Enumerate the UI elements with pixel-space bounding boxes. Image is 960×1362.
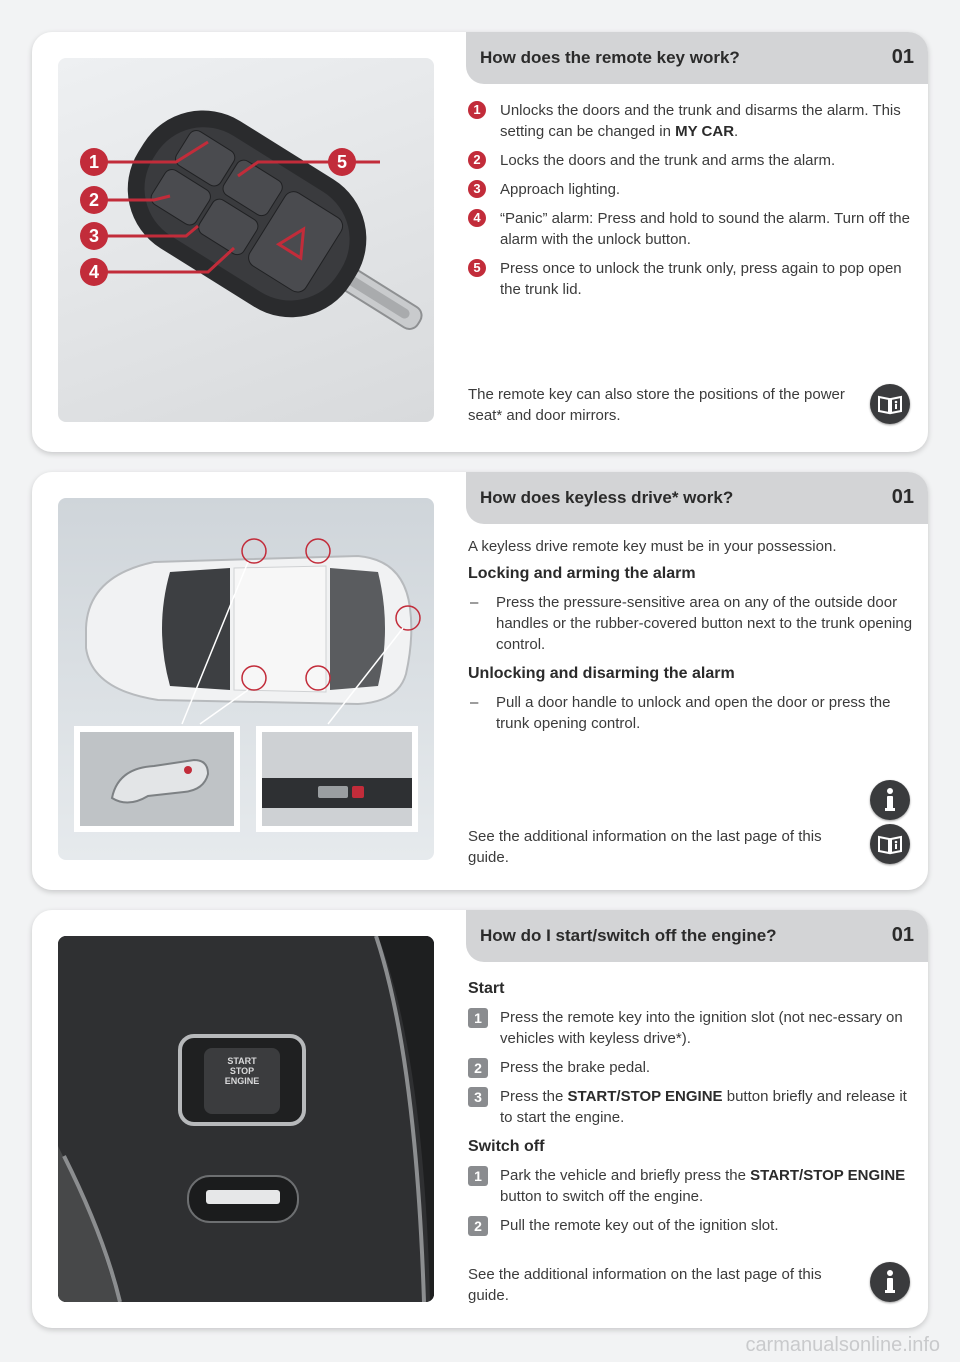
item-text: Press the remote key into the ignition slot (not nec-essary on vehicles with keyless drive*). xyxy=(500,1009,903,1047)
start-engine-text xyxy=(468,972,916,1244)
info-icon xyxy=(870,780,910,820)
step-badge: 1 xyxy=(468,1008,488,1028)
step-badge: 2 xyxy=(468,1058,488,1078)
list-item xyxy=(468,179,916,200)
info-icon xyxy=(870,1262,910,1302)
step-badge: 4 xyxy=(468,209,486,227)
manual-icon xyxy=(870,824,910,864)
step-badge: 2 xyxy=(468,1216,488,1236)
button-name: START/STOP ENGINE xyxy=(567,1088,723,1105)
list-item xyxy=(468,1165,916,1207)
list-item xyxy=(468,208,916,250)
item-text: Park the vehicle and briefly press the xyxy=(500,1167,751,1184)
section-header xyxy=(466,910,928,962)
list-item xyxy=(468,1086,916,1128)
item-text: Approach lighting. xyxy=(500,181,621,198)
menu-name: MY CAR xyxy=(675,123,735,140)
keyless-drive-card xyxy=(32,472,928,890)
list-item xyxy=(468,1007,916,1049)
item-text-end: . xyxy=(734,123,739,140)
remote-key-card xyxy=(32,32,928,452)
start-stop-button-label xyxy=(204,1056,280,1086)
item-text: Press the xyxy=(500,1088,568,1105)
step-badge: 2 xyxy=(468,151,486,169)
callout-2: 2 xyxy=(80,186,108,214)
section-title: How do I start/switch off the engine? xyxy=(480,926,777,945)
start-text: START xyxy=(227,1056,257,1066)
list-item xyxy=(468,150,916,171)
step-badge: 1 xyxy=(468,101,486,119)
list-item xyxy=(468,1215,916,1236)
locking-instruction: – Press the pressure-sensitive area on any of the outside door handles or the rubber-covered button next to the trunk opening control. xyxy=(468,592,916,655)
step-badge: 3 xyxy=(468,1087,488,1107)
item-text: Press the brake pedal. xyxy=(500,1059,651,1076)
list-item xyxy=(468,258,916,300)
callout-4: 4 xyxy=(80,258,108,286)
section-title: How does the remote key work? xyxy=(480,48,740,67)
start-engine-card xyxy=(32,910,928,1328)
list-item xyxy=(468,1057,916,1078)
remote-key-list xyxy=(468,100,916,308)
keyless-text xyxy=(468,536,916,742)
remote-key-illustration xyxy=(58,58,434,422)
switch-off-heading: Switch off xyxy=(468,1138,545,1155)
keyless-note: See the additional information on the last page of this guide. xyxy=(468,828,822,866)
keyless-intro: A keyless drive remote key must be in your possession. xyxy=(468,538,837,555)
callout-5: 5 xyxy=(328,148,356,176)
item-text-end: button to switch off the engine. xyxy=(500,1188,704,1205)
button-name: START/STOP ENGINE xyxy=(750,1167,906,1184)
item-text: Pull the remote key out of the ignition slot. xyxy=(500,1217,779,1234)
item-text: Unlocks the doors and the trunk and disarms the alarm. This setting can be changed in xyxy=(500,102,901,140)
ignition-image xyxy=(58,936,434,1302)
item-text: Locks the doors and the trunk and arms the alarm. xyxy=(500,152,836,169)
unlocking-heading: Unlocking and disarming the alarm xyxy=(468,665,735,682)
start-heading: Start xyxy=(468,980,505,997)
start-engine-note: See the additional information on the last page of this guide. xyxy=(468,1266,822,1304)
item-text: Press once to unlock the trunk only, press again to pop open the trunk lid. xyxy=(500,260,902,298)
step-badge: 5 xyxy=(468,259,486,277)
section-number: 01 xyxy=(891,486,914,508)
car-top-view-illustration xyxy=(58,498,434,860)
section-title: How does keyless drive* work? xyxy=(480,488,734,507)
stop-text: STOP xyxy=(229,1066,255,1076)
section-number: 01 xyxy=(891,924,914,946)
callout-3: 3 xyxy=(80,222,108,250)
watermark: carmanualsonline.info xyxy=(745,1334,940,1356)
manual-icon xyxy=(870,384,910,424)
section-number: 01 xyxy=(891,46,914,68)
keyless-car-image xyxy=(58,498,434,860)
list-item xyxy=(468,100,916,142)
section-header xyxy=(466,32,928,84)
locking-heading: Locking and arming the alarm xyxy=(468,565,696,582)
callout-1: 1 xyxy=(80,148,108,176)
step-badge: 1 xyxy=(468,1166,488,1186)
unlocking-instruction: – Pull a door handle to unlock and open the door or press the trunk opening control. xyxy=(468,692,916,734)
section-header xyxy=(466,472,928,524)
dashboard-illustration xyxy=(58,936,434,1302)
item-text: “Panic” alarm: Press and hold to sound the alarm. Turn off the alarm with the unlock button. xyxy=(500,210,910,248)
step-badge: 3 xyxy=(468,180,486,198)
remote-key-note: The remote key can also store the positions of the power seat* and door mirrors. xyxy=(468,386,845,424)
item-text-end: button briefly and release it to start the engine. xyxy=(500,1088,907,1126)
engine-text: ENGINE xyxy=(224,1076,260,1086)
remote-key-image xyxy=(58,58,434,422)
